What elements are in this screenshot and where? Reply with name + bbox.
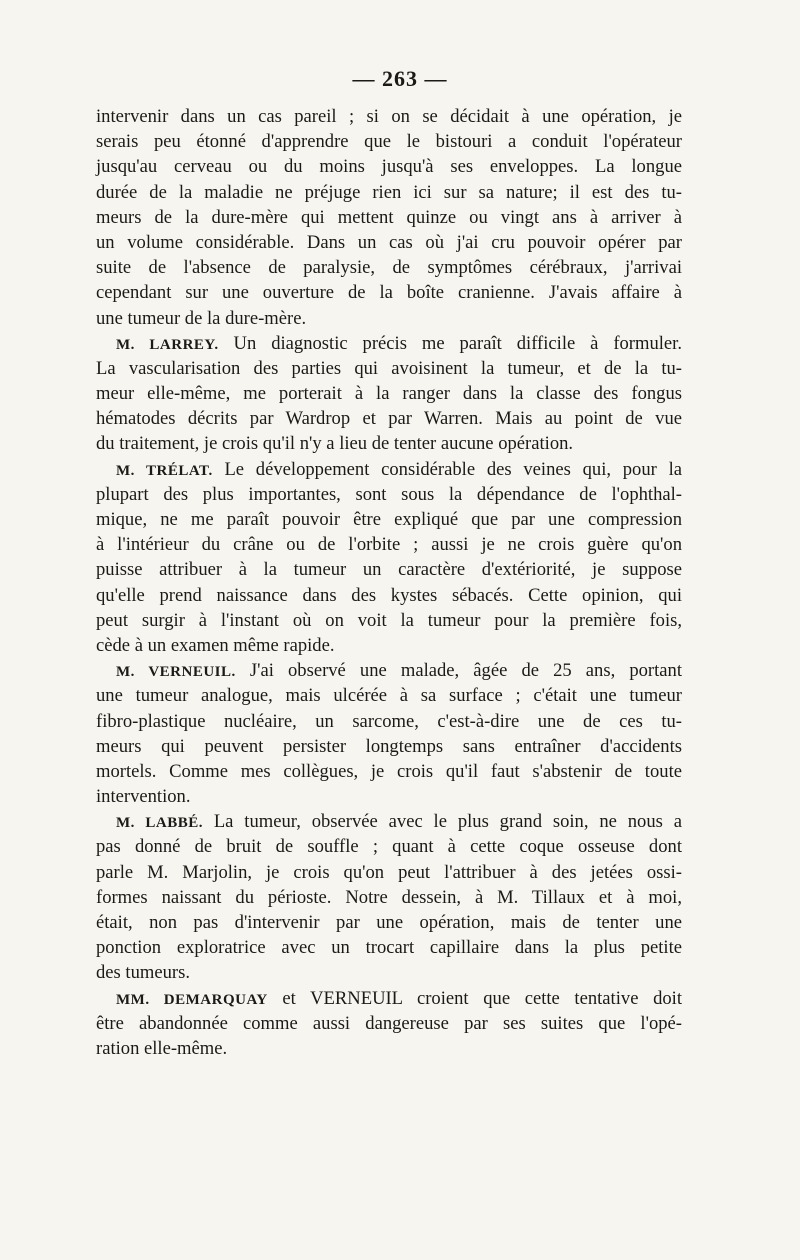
paragraph-larrey [96, 331, 682, 457]
text-line: meurs de la dure-mère qui mettent quinze ou vingt ans à arriver à [96, 206, 682, 228]
paragraph-verneuil [96, 658, 682, 809]
text-line: puisse attribuer à la tumeur un caractère d'extériorité, je suppose [96, 559, 682, 581]
text-line: plupart des plus importantes, sont sous la dépendance de l'ophthal- [96, 483, 682, 505]
body-text [96, 104, 682, 1061]
text-line: parle M. Marjolin, je crois qu'on peut l'attribuer à des jetées ossi- [96, 861, 682, 883]
text-line [96, 331, 682, 356]
text-line: intervenir dans un cas pareil ; si on se décidait à une opération, je [96, 106, 682, 127]
speaker-name: M. LARREY. [116, 336, 219, 353]
paragraph-demarquay-verneuil [96, 986, 682, 1062]
text-line: meurs qui peuvent persister longtemps sans entraîner d'accidents [96, 735, 682, 757]
text-line: à l'intérieur du crâne ou de l'orbite ; aussi je ne crois guère qu'on [96, 534, 682, 556]
text-segment: Un diagnostic précis me paraît difficile à formuler. [218, 332, 682, 354]
text-line: mique, ne me paraît pouvoir être expliqué que par une compression [96, 509, 682, 530]
text-line: serais peu étonné d'apprendre que le bistouri a conduit l'opérateur [96, 131, 682, 153]
text-line: du traitement, je crois qu'il n'y a lieu de tenter aucune opération. [96, 433, 574, 455]
text-line: pas donné de bruit de souffle ; quant à cette coque osseuse dont [96, 836, 682, 858]
text-segment: Le développement considérable des veines qui, pour la [212, 458, 682, 480]
text-line: des tumeurs. [96, 962, 190, 984]
text-line: jusqu'au cerveau ou du moins jusqu'à ses enveloppes. La longue [96, 156, 682, 178]
paragraph-labbe [96, 809, 682, 985]
text-segment: et VERNEUIL croient que cette tentative doit [267, 987, 682, 1009]
text-line: intervention. [96, 786, 191, 808]
text-line: suite de l'absence de paralysie, de symptômes cérébraux, j'arrivai [96, 257, 682, 279]
text-line: un volume considérable. Dans un cas où j'ai cru pouvoir opérer par [96, 231, 682, 253]
text-line: mortels. Comme mes collègues, je crois qu'il faut s'abstenir de toute [96, 760, 682, 782]
text-line: qu'elle prend naissance dans des kystes sébacés. Cette opinion, qui [96, 584, 682, 606]
speaker-name: M. LABBÉ. [116, 815, 203, 832]
text-line [96, 809, 682, 834]
text-line: durée de la maladie ne préjuge rien ici sur sa nature; il est des tu- [96, 181, 682, 203]
text-line: cependant sur une ouverture de la boîte cranienne. J'avais affaire à [96, 282, 682, 304]
text-segment: J'ai observé une malade, âgée de 25 ans, portant [235, 660, 682, 682]
text-line: être abandonnée comme aussi dangereuse par ses suites que l'opé- [96, 1012, 682, 1034]
text-line: ponction exploratrice avec un trocart capillaire dans la plus petite [96, 937, 682, 959]
text-line [96, 457, 682, 482]
text-line: cède à un examen même rapide. [96, 634, 335, 656]
text-line: ration elle-même. [96, 1037, 228, 1059]
text-line: formes naissant du périoste. Notre dessein, à M. Tillaux et à moi, [96, 886, 682, 908]
text-line [96, 658, 682, 683]
text-line: une tumeur analogue, mais ulcérée à sa surface ; c'était une tumeur [96, 685, 682, 707]
text-line: fibro-plastique nucléaire, un sarcome, c'est-à-dire une de ces tu- [96, 710, 682, 732]
speaker-name: MM. DEMARQUAY [116, 991, 268, 1008]
text-line: était, non pas d'intervenir par une opération, mais de tenter une [96, 912, 682, 933]
paragraph-continuation [96, 104, 682, 331]
text-line: peut surgir à l'instant où on voit la tumeur pour la première fois, [96, 609, 682, 631]
page-number: — 263 — [352, 66, 448, 91]
text-line: La vascularisation des parties qui avoisinent la tumeur, et de la tu- [96, 357, 682, 379]
text-line: meur elle-même, me porterait à la ranger dans la classe des fongus [96, 383, 682, 405]
paragraph-trelat [96, 457, 682, 659]
speaker-name: M. VERNEUIL. [116, 664, 236, 681]
text-line: une tumeur de la dure-mère. [96, 307, 307, 329]
speaker-name: M. TRÉLAT. [116, 462, 213, 479]
text-segment: La tumeur, observée avec le plus grand soin, ne nous a [202, 811, 682, 833]
text-line: hématodes décrits par Wardrop et par Warren. Mais au point de vue [96, 408, 682, 430]
text-line [96, 986, 682, 1011]
